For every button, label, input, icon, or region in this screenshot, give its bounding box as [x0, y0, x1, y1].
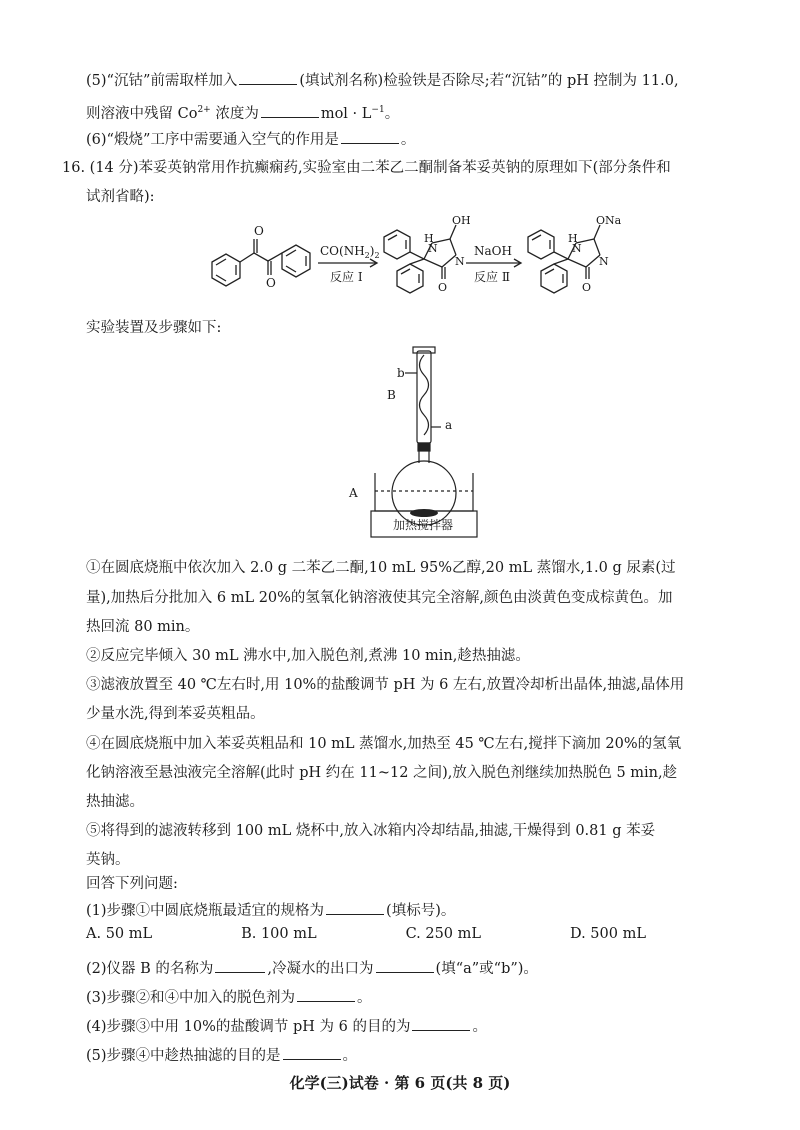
answer-blank[interactable]: [215, 958, 265, 973]
atom-label: H: [424, 232, 434, 245]
question-5: (5)步骤④中趁热抽滤的目的是 。: [86, 1045, 357, 1066]
atom-label: N: [572, 242, 582, 255]
atom-label: O: [254, 224, 264, 238]
q15-line6: (6)“煅烧”工序中需要通入空气的作用是 。: [86, 129, 415, 150]
apparatus-intro: 实验装置及步骤如下:: [86, 320, 222, 336]
atom-label: OH: [452, 215, 471, 227]
q15-line5a: (5)“沉钴”前需取样加入 (填试剂名称)检验铁是否除尽;若“沉钴”的 pH 控制为 11.0,: [86, 70, 679, 91]
answer-prompt: 回答下列问题:: [86, 876, 178, 892]
atom-label: N: [455, 255, 465, 268]
apparatus-diagram: [345, 343, 545, 543]
atom-label: O: [438, 281, 448, 294]
option-b[interactable]: B. 100 mL: [241, 926, 317, 942]
question-1: (1)步骤①中圆底烧瓶最适宜的规格为 (填标号)。: [86, 900, 455, 921]
step-line: 少量水洗,得到苯妥英粗品。: [86, 706, 265, 722]
q16-intro-line2: 试剂省略):: [86, 189, 155, 205]
q15-line5b: 则溶液中残留 $Co^{2+}$ 浓度为 mol · $L^{-1}$。: [86, 100, 399, 124]
step-line: ③滤液放置至 40 ℃左右时,用 10%的盐酸调节 pH 为 6 左右,放置冷却析出晶体,抽滤,晶体用: [86, 677, 685, 693]
answer-blank[interactable]: [239, 70, 297, 85]
option-c[interactable]: C. 250 mL: [405, 926, 482, 942]
answer-blank[interactable]: [341, 129, 399, 144]
answer-blank[interactable]: [261, 103, 319, 118]
label-A: A: [349, 486, 358, 500]
atom-label: O: [582, 281, 592, 294]
answer-blank[interactable]: [283, 1045, 341, 1060]
step-line: ②反应完毕倾入 30 mL 沸水中,加入脱色剂,煮沸 10 min,趁热抽滤。: [86, 648, 530, 664]
page-footer: 化学(三)试卷 · 第 6 页(共 8 页): [289, 1074, 511, 1092]
step-line: 量),加热后分批加入 6 mL 20%的氢氧化钠溶液使其完全溶解,颜色由淡黄色变成棕黄色。加: [86, 590, 673, 606]
question-4: (4)步骤③中用 10%的盐酸调节 pH 为 6 的目的为 。: [86, 1016, 487, 1037]
option-a[interactable]: A. 50 mL: [86, 926, 153, 942]
answer-blank[interactable]: [376, 958, 434, 973]
reaction-1-label: 反应 Ⅰ: [330, 270, 363, 284]
label-a: a: [445, 418, 453, 432]
atom-label: H: [568, 232, 578, 245]
atom-label: N: [428, 242, 438, 255]
label-b: b: [397, 366, 405, 380]
q16-intro-line1: 16. (14 分)苯妥英钠常用作抗癫痫药,实验室由二苯乙二酮制备苯妥英钠的原理如下(部分条件和: [62, 160, 671, 176]
answer-blank[interactable]: [326, 900, 384, 915]
question-3: (3)步骤②和④中加入的脱色剂为 。: [86, 987, 372, 1008]
reaction-scheme: [0, 215, 800, 315]
label-B: B: [387, 388, 396, 402]
atom-label: ONa: [596, 215, 622, 227]
atom-label: O: [266, 276, 276, 290]
step-line: ④在圆底烧瓶中加入苯妥英粗品和 10 mL 蒸馏水,加热至 45 ℃左右,搅拌下滴加 20%的氢氧: [86, 736, 682, 752]
reagent-2: NaOH: [474, 244, 512, 258]
reaction-2-label: 反应 Ⅱ: [474, 270, 510, 284]
step-line: 英钠。: [86, 852, 130, 868]
step-line: 热回流 80 min。: [86, 619, 200, 635]
question-2: (2)仪器 B 的名称为 ,冷凝水的出口为 (填“a”或“b”)。: [86, 958, 538, 979]
reagent-1: $CO(NH_2)_2$: [320, 244, 380, 260]
atom-label: N: [599, 255, 609, 268]
step-line: ①在圆底烧瓶中依次加入 2.0 g 二苯乙二酮,10 mL 95%乙醇,20 mL 蒸馏水,1.0 g 尿素(过: [86, 560, 676, 576]
stirrer-label: 加热搅拌器: [393, 518, 454, 532]
step-line: ⑤将得到的滤液转移到 100 mL 烧杯中,放入冰箱内冷却结晶,抽滤,干燥得到 0.81 g 苯妥: [86, 823, 656, 839]
step-line: 热抽滤。: [86, 794, 144, 810]
answer-blank[interactable]: [412, 1016, 470, 1031]
step-line: 化钠溶液至悬浊液完全溶解(此时 pH 约在 11~12 之间),放入脱色剂继续加热脱色 5 min,趁: [86, 765, 678, 781]
question-1-options: [86, 926, 646, 942]
option-d[interactable]: D. 500 mL: [569, 926, 646, 942]
answer-blank[interactable]: [297, 987, 355, 1002]
